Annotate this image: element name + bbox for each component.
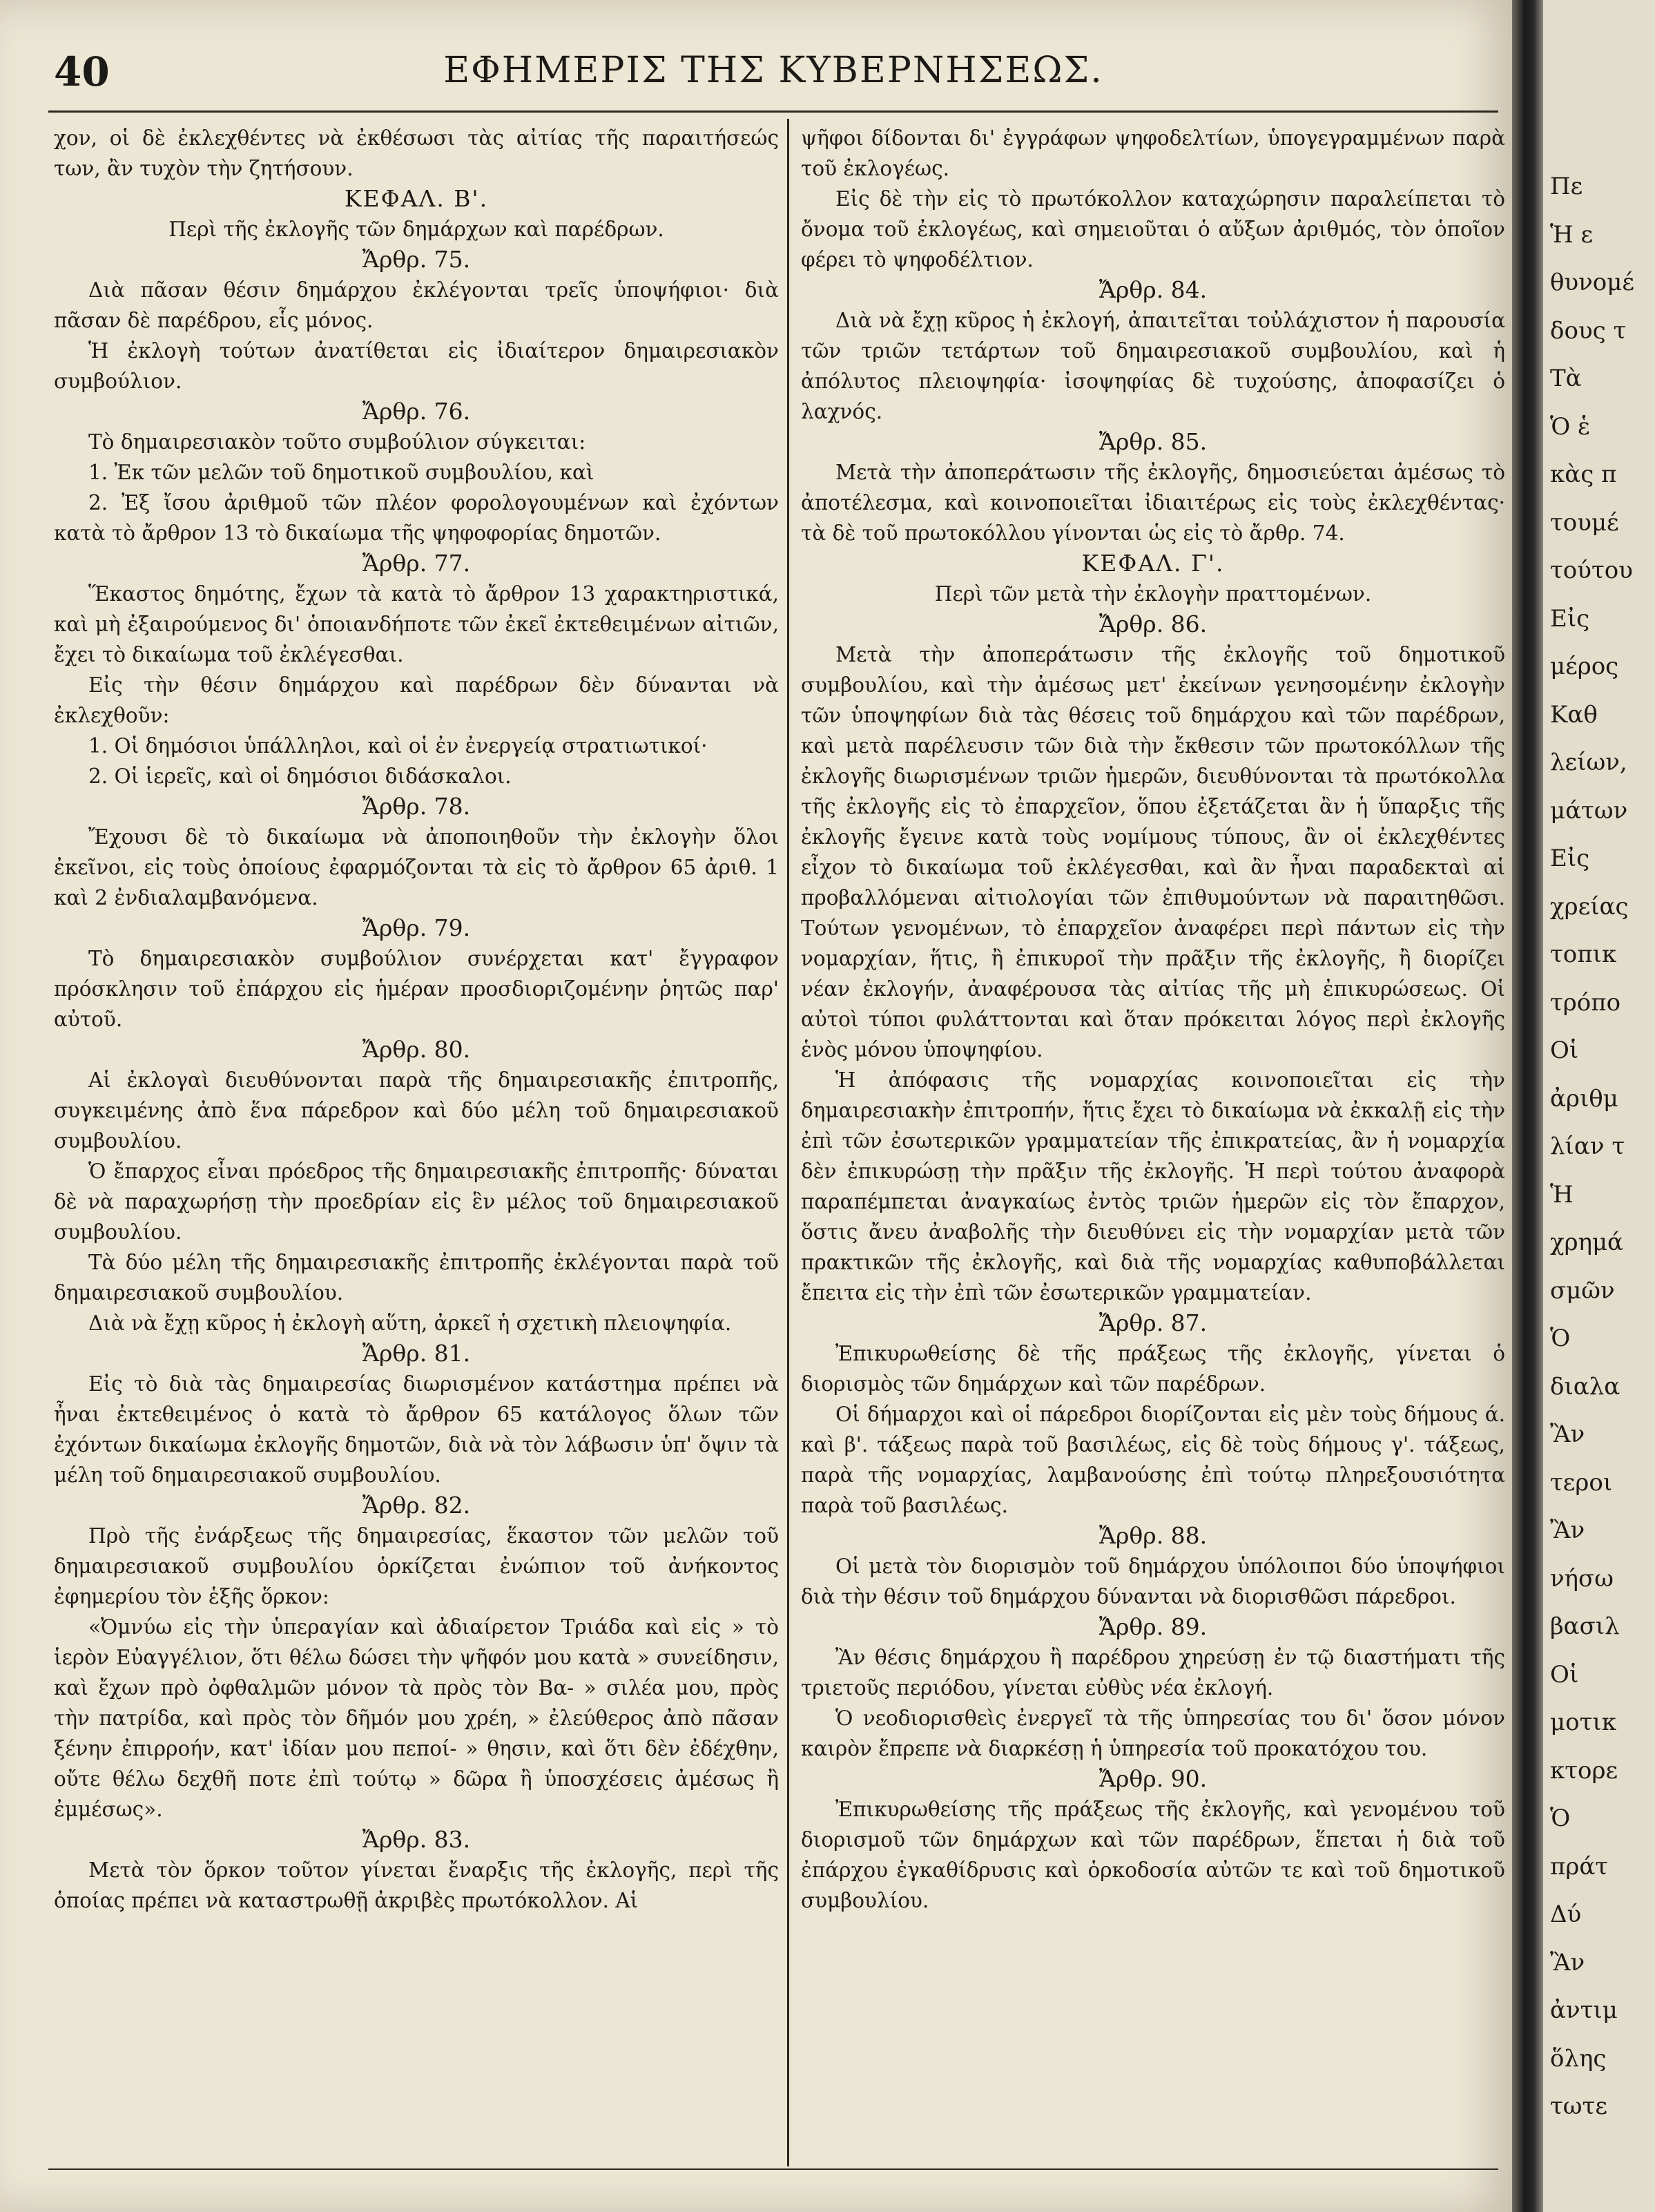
paragraph: Ἐπικυρωθείσης τῆς πράξεως τῆς ἐκλογῆς, καὶ γενομένου τοῦ διορισμοῦ τῶν δημάρχων καὶ τῶν παρέδρων, ἕπεται ἡ διὰ τοῦ ἐπάρχου ἐγκαθίδρυσις καὶ ὁρκοδοσία αὐτῶν τε καὶ τοῦ δημοτικοῦ συμβουλίου. (801, 1798, 1505, 1912)
adjacent-page-fragment: ὅλης (1550, 2044, 1607, 2072)
adjacent-page-fragment: Καθ (1550, 700, 1598, 729)
paragraph: Εἰς δὲ τὴν εἰς τὸ πρωτόκολλον καταχώρησιν παραλείπεται τὸ ὄνομα τοῦ ἐκλογέως, καὶ σημειοῦται ὁ αὔξων ἀριθμός, τὸν ὁποῖον φέρει τὸ ψηφοδέλτιον. (801, 187, 1505, 271)
adjacent-page-fragment: βασιλ (1550, 1613, 1620, 1641)
adjacent-page-strip (1543, 0, 1655, 2212)
chapter-heading: ΚΕΦΑΛ. Γ'. (1081, 550, 1225, 577)
adjacent-page-fragment: Ἂν (1550, 1421, 1585, 1449)
paragraph: Ὁ νεοδιορισθεὶς ἐνεργεῖ τὰ τῆς ὑπηρεσίας του δι' ὅσον μόνον καιρὸν ἔπρεπε νὰ διαρκέσῃ ἡ ὑπηρεσία τοῦ προκατόχου του. (801, 1706, 1505, 1760)
article-heading: Ἄρθρ. 81. (362, 1340, 471, 1367)
adjacent-page-fragment: μέρος (1550, 653, 1619, 681)
paragraph: Διὰ νὰ ἔχῃ κῦρος ἡ ἐκλογή, ἀπαιτεῖται τοὐλάχιστον ἡ παρουσία τῶν τριῶν τετάρτων τοῦ δημαιρεσιακοῦ συμβουλίου, καὶ ἡ ἀπόλυτος πλειοψηφία· ἰσοψηφίας δὲ τυχούσης, ἀποφασίζει ὁ λαχνός. (801, 309, 1505, 423)
running-title: ΕΦΗΜΕΡΙΣ ΤΗΣ ΚΥΒΕΡΝΗΣΕΩΣ. (443, 50, 1103, 91)
adjacent-page-fragment: Τὰ (1550, 365, 1582, 393)
list-item: 2. Ἐξ ἴσου ἀριθμοῦ τῶν πλέον φορολογουμένων καὶ ἐχόντων κατὰ τὸ ἄρθρον 13 τὸ δικαίωμα τῆς ψηφοφορίας δημοτῶν. (54, 491, 779, 545)
paragraph: Οἱ μετὰ τὸν διορισμὸν τοῦ δημάρχου ὑπόλοιποι δύο ὑποψήφιοι διὰ τὴν θέσιν τοῦ δημάρχου δύνανται νὰ διορισθῶσι πάρεδροι. (801, 1555, 1505, 1608)
article-heading: Ἄρθρ. 87. (1099, 1309, 1208, 1336)
paragraph: Αἱ ἐκλογαὶ διευθύνονται παρὰ τῆς δημαιρεσιακῆς ἐπιτροπῆς, συγκειμένης ἀπὸ ἕνα πάρεδρον καὶ δύο μέλη τοῦ δημαιρεσιακοῦ συμβουλίου. (54, 1068, 779, 1153)
adjacent-page-fragment: χρείας (1550, 892, 1629, 921)
adjacent-page-fragment: Εἰς (1550, 604, 1590, 633)
adjacent-page-fragment: τούτου (1550, 557, 1633, 585)
article-heading: Ἄρθρ. 85. (1099, 428, 1208, 455)
paragraph: Ὁ ἔπαρχος εἶναι πρόεδρος τῆς δημαιρεσιακῆς ἐπιτροπῆς· δύναται δὲ νὰ παραχωρήσῃ τὴν προεδρίαν εἰς ἓν μέλος τοῦ δημαιρεσιακοῦ συμβουλίου. (54, 1160, 779, 1244)
adjacent-page-fragment: Δύ (1550, 1901, 1582, 1929)
paragraph: Μετὰ τὴν ἀποπεράτωσιν τῆς ἐκλογῆς τοῦ δημοτικοῦ συμβουλίου, καὶ τὴν ἀμέσως μετ' ἐκείνων γενησομένην ἐκλογὴν τῶν ὑποψηφίων διὰ τὰς θέσεις τοῦ δημάρχου καὶ τῶν παρέδρων, καὶ μετὰ παρέλευσιν τῶν διὰ τὴν ἔκθεσιν τῶν πρωτοκόλλων τῆς ἐκλογῆς διωρισμένων τριῶν ἡμερῶν, διευθύνονται τὰ πρωτόκολλα τῆς ἐκλογῆς εἰς τὸ ἐπαρχεῖον, ὅπου ἐξετάζεται ἂν ἡ ὕπαρξις τῆς ἐκλογῆς ἔγεινε κατὰ τοὺς νομίμους τύπους, ἂν οἱ ἐκλεχθέντες εἶχον τὸ δικαίωμα τοῦ ἐκλέγεσθαι, καὶ ἂν ἦναι παραδεκταὶ αἱ προβαλλόμεναι αἰτιολογίαι τῶν ἐπιθυμούντων νὰ παραιτηθῶσι. Τούτων γενομένων, τὸ ἐπαρχεῖον ἀναφέρει περὶ πάντων εἰς τὴν νομαρχίαν, ἥτις, ἢ ἐπικυροῖ τὴν πρᾶξιν τῆς ἐκλογῆς, ἢ διορίζει νέαν ἐκλογήν, ἀναφέρουσα τὰς αἰτίας τῆς μὴ ἐπικυρώσεως. Οἱ αὐτοὶ τύποι φυλάττονται καὶ ὅταν πρόκειται λόγος περὶ ἐκλογῆς ἑνὸς μόνου ὑποψηφίου. (801, 643, 1505, 1061)
article-heading: Ἄρθρ. 89. (1099, 1613, 1208, 1640)
adjacent-page-fragment: ἀντιμ (1550, 1997, 1618, 2025)
paragraph: Ἡ ἀπόφασις τῆς νομαρχίας κοινοποιεῖται εἰς τὴν δημαιρεσιακὴν ἐπιτροπήν, ἥτις ἔχει τὸ δικαίωμα νὰ ἐκκαλῇ εἰς τὴν ἐπὶ τῶν ἐσωτερικῶν γραμματείαν τῆς ἐπικρατείας, ἂν ἡ νομαρχία δὲν ἐπικυρώσῃ τὴν πρᾶξιν τῆς ἐκλογῆς. Ἡ περὶ τούτου ἀναφορὰ παραπέμπεται ἀναγκαίως ἐντὸς τριῶν ἡμερῶν εἰς τὸν ἔπαρχον, ὅστις ἄνευ ἀναβολῆς τὴν διευθύνει εἰς τὴν νομαρχίαν μετὰ τῶν πρακτικῶν τῆς ἐκλογῆς, καὶ διὰ τῆς νομαρχίας καθυποβάλλεται ἔπειτα εἰς τὴν ἐπὶ τῶν ἐσωτερικῶν γραμματείαν. (801, 1068, 1505, 1305)
paragraph: Ἕκαστος δημότης, ἔχων τὰ κατὰ τὸ ἄρθρον 13 χαρακτηριστικά, καὶ μὴ ἐξαιρούμενος δι' ὁποιανδήποτε τῶν ἐκεῖ ἐκτεθειμένων αἰτιῶν, ἔχει τὸ δικαίωμα τοῦ ἐκλέγεσθαι. (54, 582, 779, 666)
page-number: 40 (54, 48, 110, 95)
paragraph: Πρὸ τῆς ἐνάρξεως τῆς δημαιρεσίας, ἕκαστον τῶν μελῶν τοῦ δημαιρεσιακοῦ συμβουλίου ὁρκίζεται ἐνώπιον τοῦ ἀνήκοντος ἐφημερίου τὸν ἑξῆς ὅρκον: (54, 1524, 779, 1608)
paragraph: Μετὰ τὸν ὅρκον τοῦτον γίνεται ἔναρξις τῆς ἐκλογῆς, περὶ τῆς ὁποίας πρέπει νὰ καταστρωθῇ ἀκριβὲς πρωτόκολλον. Αἱ (54, 1858, 779, 1912)
adjacent-page-fragment: λίαν τ (1550, 1133, 1625, 1161)
footer-rule (48, 2168, 1498, 2170)
adjacent-page-fragment: χρημά (1550, 1229, 1624, 1257)
paragraph: Ἡ ἐκλογὴ τούτων ἀνατίθεται εἰς ἰδιαίτερον δημαιρεσιακὸν συμβούλιον. (54, 339, 779, 393)
list-item: 2. Οἱ ἱερεῖς, καὶ οἱ δημόσιοι διδάσκαλοι. (88, 764, 512, 788)
paragraph: Ἐπικυρωθείσης δὲ τῆς πράξεως τῆς ἐκλογῆς, γίνεται ὁ διορισμὸς τῶν δημάρχων καὶ τῶν παρέδρων. (801, 1342, 1505, 1396)
article-heading: Ἄρθρ. 77. (362, 550, 471, 577)
paragraph: Ἔχουσι δὲ τὸ δικαίωμα νὰ ἀποποιηθοῦν τὴν ἐκλογὴν ὅλοι ἐκεῖνοι, εἰς τοὺς ὁποίους ἐφαρμόζονται τὰ εἰς τὸ ἄρθρον 65 ἀριθ. 1 καὶ 2 ἐνδιαλαμβανόμενα. (54, 825, 779, 910)
oath-text: «Ὀμνύω εἰς τὴν ὑπεραγίαν καὶ ἀδιαίρετον Τριάδα καὶ εἰς » τὸ ἱερὸν Εὐαγγέλιον, ὅτι θέλω δώσει τὴν ψῆφόν μου κατὰ » συνείδησιν, καὶ ἔχων πρὸ ὀφθαλμῶν μόνον τὰ πρὸς τὸν Βα- » σιλέα μου, πρὸς τὴν πατρίδα, καὶ πρὸς τὸν δῆμόν μου χρέη, » ἐλεύθερος ἀπὸ πᾶσαν ξένην ἐπιρροήν, κατ' ἰδίαν μου πεποί- » θησιν, καὶ ὅτι δὲν ἐδέχθην, οὔτε θέλω δεχθῆ ποτε ἐπὶ τούτῳ » δῶρα ἢ ὑποσχέσεις ἀμέσως ἢ ἐμμέσως». (54, 1615, 779, 1821)
chapter-heading: ΚΕΦΑΛ. Β'. (344, 185, 489, 212)
adjacent-page-fragment: διαλα (1550, 1372, 1620, 1401)
chapter-title: Περὶ τῆς ἐκλογῆς τῶν δημάρχων καὶ παρέδρων. (168, 218, 664, 241)
header-rule (48, 110, 1498, 113)
adjacent-page-fragment: Ὁ ἑ (1550, 412, 1591, 441)
article-heading: Ἄρθρ. 78. (362, 793, 471, 820)
adjacent-page-fragment: Οἱ (1550, 1660, 1579, 1689)
adjacent-page-fragment: νήσω (1550, 1564, 1614, 1593)
adjacent-page-fragment: Ὁ (1550, 1325, 1571, 1353)
paragraph: ψῆφοι δίδονται δι' ἐγγράφων ψηφοδελτίων, ὑπογεγραμμένων παρὰ τοῦ ἐκλογέως. (801, 126, 1505, 180)
adjacent-page-fragment: μάτων (1550, 796, 1628, 825)
adjacent-page-fragment: τρόπο (1550, 988, 1621, 1017)
adjacent-page-fragment: κτορε (1550, 1756, 1618, 1785)
adjacent-page-fragment: πράτ (1550, 1852, 1609, 1881)
paragraph: Διὰ πᾶσαν θέσιν δημάρχου ἐκλέγονται τρεῖς ὑποψήφιοι· διὰ πᾶσαν δὲ παρέδρου, εἷς μόνος. (54, 278, 779, 332)
article-heading: Ἄρθρ. 86. (1099, 610, 1208, 637)
right-column (801, 123, 1505, 1916)
page-binding-gutter (1512, 0, 1543, 2212)
article-heading: Ἄρθρ. 76. (362, 398, 471, 425)
adjacent-page-fragment: Πε (1550, 173, 1583, 200)
adjacent-page-fragment: Ἡ (1550, 1180, 1574, 1209)
article-heading: Ἄρθρ. 88. (1099, 1522, 1208, 1549)
adjacent-page-fragment: Εἰς (1550, 845, 1590, 873)
page-header (48, 48, 1498, 104)
adjacent-page-fragment: Οἱ (1550, 1037, 1579, 1065)
adjacent-page-fragment: τουμέ (1550, 508, 1619, 537)
adjacent-page-fragment: Ἂν (1550, 1948, 1585, 1977)
paragraph: Εἰς τὸ διὰ τὰς δημαιρεσίας διωρισμένον κατάστημα πρέπει νὰ ἦναι ἐκτεθειμένος ὁ κατὰ τὸ ἄρθρον 65 κατάλογος ὅλων τῶν ἐχόντων δικαίωμα ἐκλογῆς δημοτῶν, διὰ νὰ τὸν λάβωσιν ὑπ' ὄψιν τὰ μέλη τοῦ δημαιρεσιακοῦ συμβουλίου. (54, 1372, 779, 1487)
left-column (54, 123, 779, 1916)
article-heading: Ἄρθρ. 80. (362, 1036, 471, 1063)
paragraph: Εἰς τὴν θέσιν δημάρχου καὶ παρέδρων δὲν δύνανται νὰ ἐκλεχθοῦν: (54, 673, 779, 727)
paragraph: Τὰ δύο μέλη τῆς δημαιρεσιακῆς ἐπιτροπῆς ἐκλέγονται παρὰ τοῦ δημαιρεσιακοῦ συμβουλίου. (54, 1251, 779, 1305)
paragraph: Διὰ νὰ ἔχῃ κῦρος ἡ ἐκλογὴ αὕτη, ἀρκεῖ ἡ σχετικὴ πλειοψηφία. (88, 1311, 732, 1335)
adjacent-page-fragment: δους τ (1550, 316, 1627, 345)
list-item: 1. Οἱ δημόσιοι ὑπάλληλοι, καὶ οἱ ἐν ἐνεργείᾳ στρατιωτικοί· (88, 734, 708, 758)
list-item: 1. Ἐκ τῶν μελῶν τοῦ δημοτικοῦ συμβουλίου, καὶ (88, 461, 594, 484)
paragraph: Τὸ δημαιρεσιακὸν συμβούλιον συνέρχεται κατ' ἔγγραφον πρόσκλησιν τοῦ ἐπάρχου εἰς ἡμέραν προσδιοριζομένην ῥητῶς παρ' αὐτοῦ. (54, 947, 779, 1031)
paragraph: Οἱ δήμαρχοι καὶ οἱ πάρεδροι διορίζονται εἰς μὲν τοὺς δήμους ά. καὶ β'. τάξεως παρὰ τοῦ βασιλέως, εἰς δὲ τοὺς δήμους γ'. τάξεως, παρὰ τῆς νομαρχίας, λαμβανούσης ἐπὶ τούτῳ πληρεξουσιότητα παρὰ τοῦ βασιλέως. (801, 1403, 1505, 1517)
adjacent-page-fragment: κὰς π (1550, 461, 1617, 489)
paragraph: Μετὰ τὴν ἀποπεράτωσιν τῆς ἐκλογῆς, δημοσιεύεται ἀμέσως τὸ ἀποτέλεσμα, καὶ κοινοποιεῖται ἰδιαιτέρως εἰς τοὺς ἐκλεχθέντας· τὰ δὲ τοῦ πρωτοκόλλου γίνονται ὡς εἰς τὸ ἄρθρ. 74. (801, 461, 1505, 545)
adjacent-page-fragment: Ἡ ε (1550, 220, 1594, 249)
chapter-title: Περὶ τῶν μετὰ τὴν ἐκλογὴν πραττομένων. (934, 582, 1372, 606)
adjacent-page-fragment: μοτικ (1550, 1709, 1616, 1737)
article-heading: Ἄρθρ. 84. (1099, 276, 1208, 303)
column-divider (787, 119, 789, 2166)
article-heading: Ἄρθρ. 90. (1099, 1765, 1208, 1792)
adjacent-page-fragment: Ἂν (1550, 1517, 1585, 1545)
adjacent-page-fragment: τωτε (1550, 2093, 1607, 2121)
article-heading: Ἄρθρ. 79. (362, 914, 471, 941)
paragraph: χον, οἱ δὲ ἐκλεχθέντες νὰ ἐκθέσωσι τὰς αἰτίας τῆς παραιτήσεώς των, ἂν τυχὸν τὴν ζητήσουν. (54, 126, 779, 180)
adjacent-page-fragment: τοπικ (1550, 941, 1617, 969)
adjacent-page-fragment: θυνομέ (1550, 269, 1634, 297)
paragraph: Ἂν θέσις δημάρχου ἢ παρέδρου χηρεύσῃ ἐν τῷ διαστήματι τῆς τριετοῦς περιόδου, γίνεται εὐθὺς νέα ἐκλογή. (801, 1646, 1505, 1700)
adjacent-page-fragment: λείων, (1550, 749, 1627, 777)
article-heading: Ἄρθρ. 75. (362, 246, 471, 273)
adjacent-page-fragment: σμῶν (1550, 1276, 1615, 1305)
article-heading: Ἄρθρ. 83. (362, 1826, 471, 1853)
adjacent-page-fragment: Ὁ (1550, 1805, 1571, 1833)
adjacent-page-fragment: τεροι (1550, 1468, 1613, 1497)
adjacent-page-fragment: ἀριθμ (1550, 1084, 1618, 1113)
paragraph: Τὸ δημαιρεσιακὸν τοῦτο συμβούλιον σύγκειται: (88, 430, 586, 454)
article-heading: Ἄρθρ. 82. (362, 1492, 471, 1519)
